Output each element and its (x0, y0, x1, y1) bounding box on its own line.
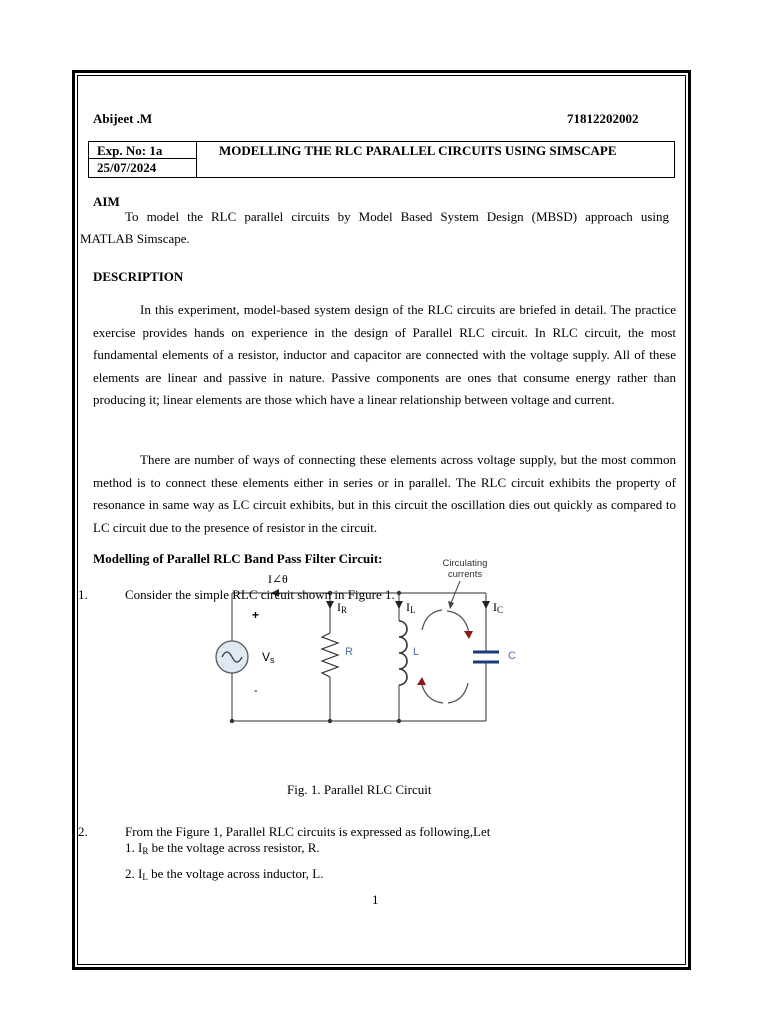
modelling-heading: Modelling of Parallel RLC Band Pass Filter Circuit: (93, 551, 383, 566)
circulating-arrow-up-icon (417, 677, 426, 685)
aim-text-line2: MATLAB Simscape. (80, 231, 190, 246)
total-current-label: I∠θ (268, 572, 288, 586)
resistor-symbol (322, 633, 338, 677)
minus-label: - (254, 685, 258, 697)
table-divider (196, 142, 197, 177)
experiment-header-table (88, 141, 675, 178)
figure-caption: Fig. 1. Parallel RLC Circuit (287, 782, 432, 797)
parallel-rlc-circuit-figure (205, 555, 525, 730)
inductor-symbol (399, 621, 407, 685)
step2-text: From the Figure 1, Parallel RLC circuits is expressed as following,Let (125, 824, 491, 839)
exp-title: MODELLING THE RLC PARALLEL CIRCUITS USING SIMSCAPE (219, 143, 617, 158)
sub1-text: be the voltage across resistor, R. (148, 840, 320, 855)
sub2-subscript: L (142, 872, 148, 882)
list-item (125, 839, 320, 860)
aim-heading: AIM (93, 194, 120, 209)
vs-label: $V_s$ (262, 650, 275, 665)
il-label: $I_L$ (406, 600, 416, 615)
description-heading: DESCRIPTION (93, 269, 184, 284)
ir-label: $I_R$ (337, 600, 348, 615)
ic-arrow-icon (482, 601, 490, 609)
sub1-symbol: I (138, 840, 143, 855)
junction-dot (328, 719, 332, 723)
step2-number: 2. (78, 824, 88, 839)
junction-dot (397, 591, 401, 595)
roll-number: 71812202002 (567, 111, 639, 126)
r-label: R (345, 646, 353, 658)
circulating-currents-label (440, 558, 490, 580)
c-label: C (508, 650, 516, 662)
circulating-label-line2: currents (447, 569, 483, 580)
sub2-text: be the voltage across inductor, L. (147, 866, 324, 881)
sub1-subscript: R (142, 846, 149, 856)
description-paragraph-1: In this experiment, model-based system design of the RLC circuits are briefed in detail. The practice exercise provides hands on experience in the design of Parallel RLC circuit. In RLC circuit, the most fundamental elements of a resistor, inductor and capacitor are connected with the voltage supply. All of these elements are linear and passive in nature. Passive components are ones that consume energy rather than producing it; linear elements are those which have a linear relationship between voltage and current. (93, 302, 676, 407)
circulating-arc-top-left (422, 610, 442, 630)
aim-text-line1: To model the RLC parallel circuits by Model Based System Design (MBSD) approach using (125, 209, 669, 224)
circulating-pointer (451, 581, 460, 603)
plus-label: + (252, 608, 260, 622)
sub2-number: 2. (125, 866, 135, 881)
list-item (125, 865, 324, 886)
step1-number: 1. (78, 587, 88, 602)
step1-text: Consider the simple RLC circuit shown in Figure 1. (125, 587, 395, 602)
exp-date: 25/07/2024 (97, 160, 157, 175)
description-paragraph-2: There are number of ways of connecting these elements across voltage supply, but the most common method is to connect these elements either in series or in parallel. The RLC circuit exhibits the property of resonance in same way as LC circuit exhibits, but in this circuit the oscillation dies out quickly as compared to LC circuit due to the presence of resistor in the circuit. (93, 452, 676, 535)
circulating-arc-top-right (447, 611, 469, 633)
ic-label: $I_C$ (493, 600, 504, 615)
il-arrow-icon (395, 601, 403, 609)
sub1-number: 1. (125, 840, 135, 855)
circulating-pointer-arrow-icon (448, 601, 454, 609)
junction-dot (230, 719, 234, 723)
l-label: L (413, 646, 420, 658)
page-number: 1 (372, 892, 379, 907)
junction-dot (397, 719, 401, 723)
circulating-arc-bottom-right (448, 683, 468, 703)
exp-number: Exp. No: 1a (97, 143, 163, 158)
author-name: Abijeet .M (93, 111, 153, 126)
circulating-arrow-down-icon (464, 631, 473, 639)
circulating-label-line1: Circulating (442, 558, 488, 569)
sub2-symbol: I (138, 866, 143, 881)
